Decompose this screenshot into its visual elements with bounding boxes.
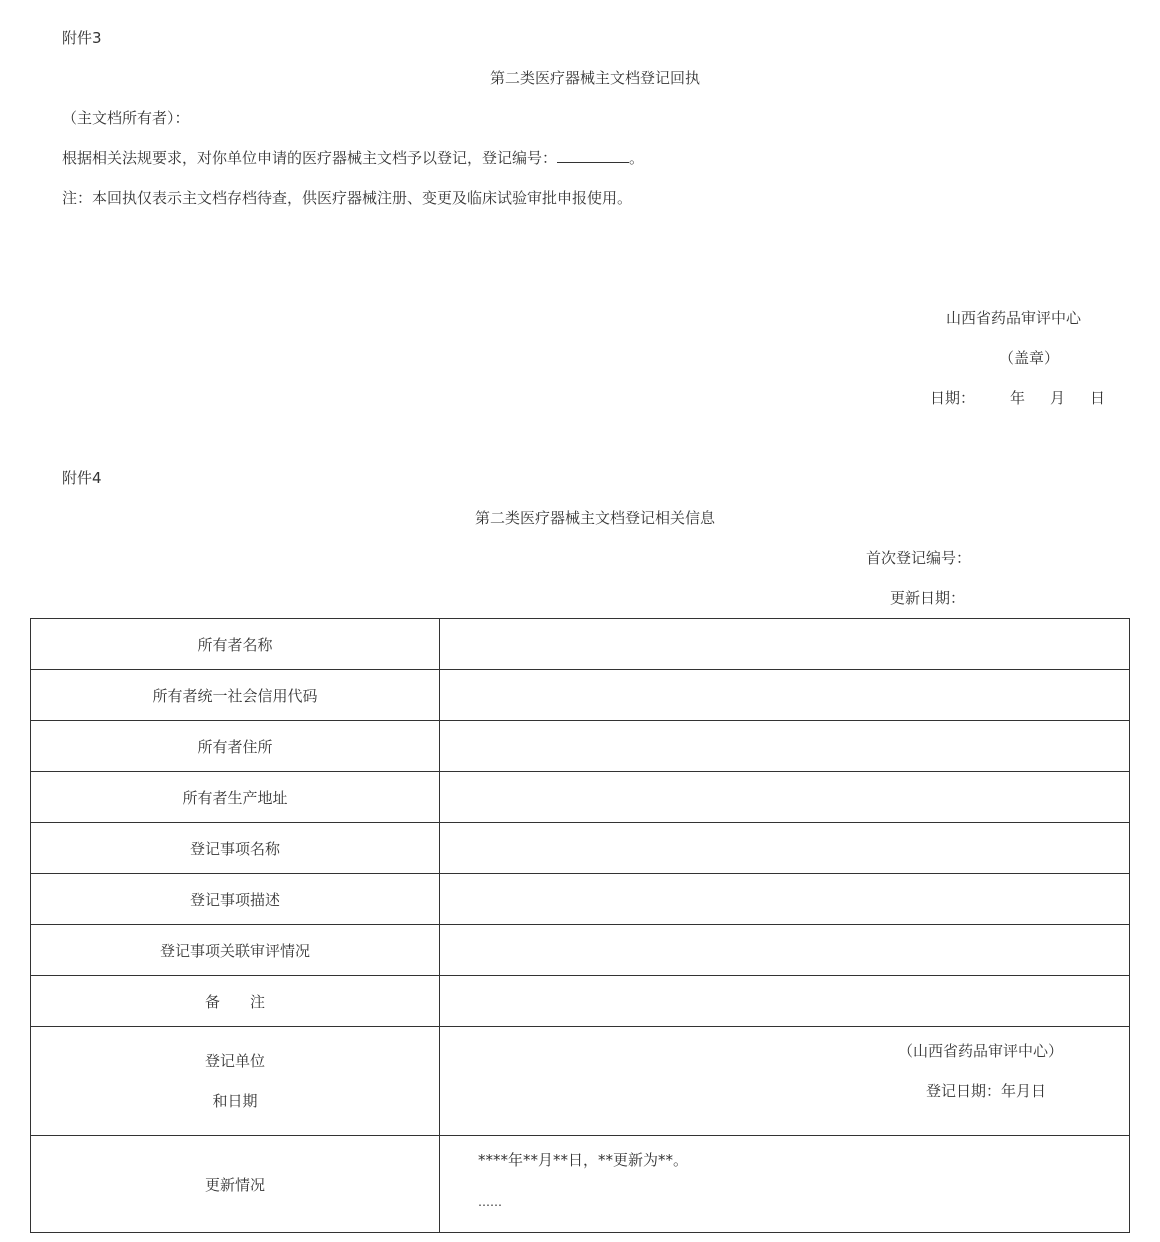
table-row — [31, 772, 1130, 823]
registration-date: 登记日期：年月日 — [926, 1082, 1047, 1100]
registration-number-blank — [557, 148, 629, 163]
table-row — [31, 976, 1130, 1027]
receipt-date — [930, 388, 1106, 408]
row-label: 所有者统一社会信用代码 — [31, 670, 440, 721]
row-value — [440, 619, 1130, 670]
registration-unit-row — [31, 1027, 1130, 1136]
table-row — [31, 823, 1130, 874]
date-year: 年 — [1010, 389, 1026, 407]
receipt-body — [62, 148, 644, 168]
row-value — [440, 772, 1130, 823]
row-value — [440, 874, 1130, 925]
row-value — [440, 976, 1130, 1027]
row-value — [440, 721, 1130, 772]
update-row — [31, 1136, 1130, 1233]
info-title: 第二类医疗器械主文档登记相关信息 — [474, 509, 715, 527]
row-label: 所有者名称 — [31, 619, 440, 670]
update-line: ****年**月**日，**更新为**。 — [478, 1151, 689, 1169]
registration-info-table — [30, 618, 1130, 1233]
row-value — [440, 823, 1130, 874]
row-label: 登记事项关联审评情况 — [31, 925, 440, 976]
row-label: 登记事项描述 — [31, 874, 440, 925]
date-label: 日期： — [930, 389, 976, 407]
unit-label-line2: 和日期 — [212, 1092, 258, 1110]
registration-unit-label — [31, 1027, 440, 1136]
update-value — [440, 1136, 1130, 1233]
update-ellipsis: …… — [478, 1195, 502, 1209]
receipt-note: 注：本回执仅表示主文档存档待查，供医疗器械注册、变更及临床试验审批申报使用。 — [62, 189, 633, 207]
unit-name: （山西省药品审评中心） — [898, 1042, 1064, 1060]
row-label: 所有者住所 — [31, 721, 440, 772]
date-month: 月 — [1050, 389, 1066, 407]
update-label: 更新情况 — [31, 1136, 440, 1233]
row-label: 备 注 — [31, 976, 440, 1027]
table-row — [31, 670, 1130, 721]
unit-label-line1: 登记单位 — [204, 1052, 265, 1070]
row-label: 登记事项名称 — [31, 823, 440, 874]
receipt-body-text: 根据相关法规要求，对你单位申请的医疗器械主文档予以登记，登记编号： — [62, 149, 558, 167]
row-value — [440, 670, 1130, 721]
table-row — [31, 874, 1130, 925]
table-row — [31, 619, 1130, 670]
first-registration-number-label: 首次登记编号： — [866, 549, 972, 567]
receipt-addressee: （主文档所有者）： — [62, 109, 190, 127]
update-date-label: 更新日期： — [890, 589, 966, 607]
table-row — [31, 925, 1130, 976]
table-row — [31, 721, 1130, 772]
receipt-body-end: 。 — [629, 149, 645, 167]
registration-unit-value — [440, 1027, 1130, 1136]
receipt-title: 第二类医疗器械主文档登记回执 — [489, 69, 700, 87]
date-day: 日 — [1090, 389, 1106, 407]
attachment-4-label: 附件4 — [62, 469, 102, 487]
receipt-issuer: 山西省药品审评中心 — [946, 309, 1082, 327]
attachment-3-label: 附件3 — [62, 29, 102, 47]
receipt-seal: （盖章） — [999, 349, 1060, 367]
row-label: 所有者生产地址 — [31, 772, 440, 823]
row-value — [440, 925, 1130, 976]
